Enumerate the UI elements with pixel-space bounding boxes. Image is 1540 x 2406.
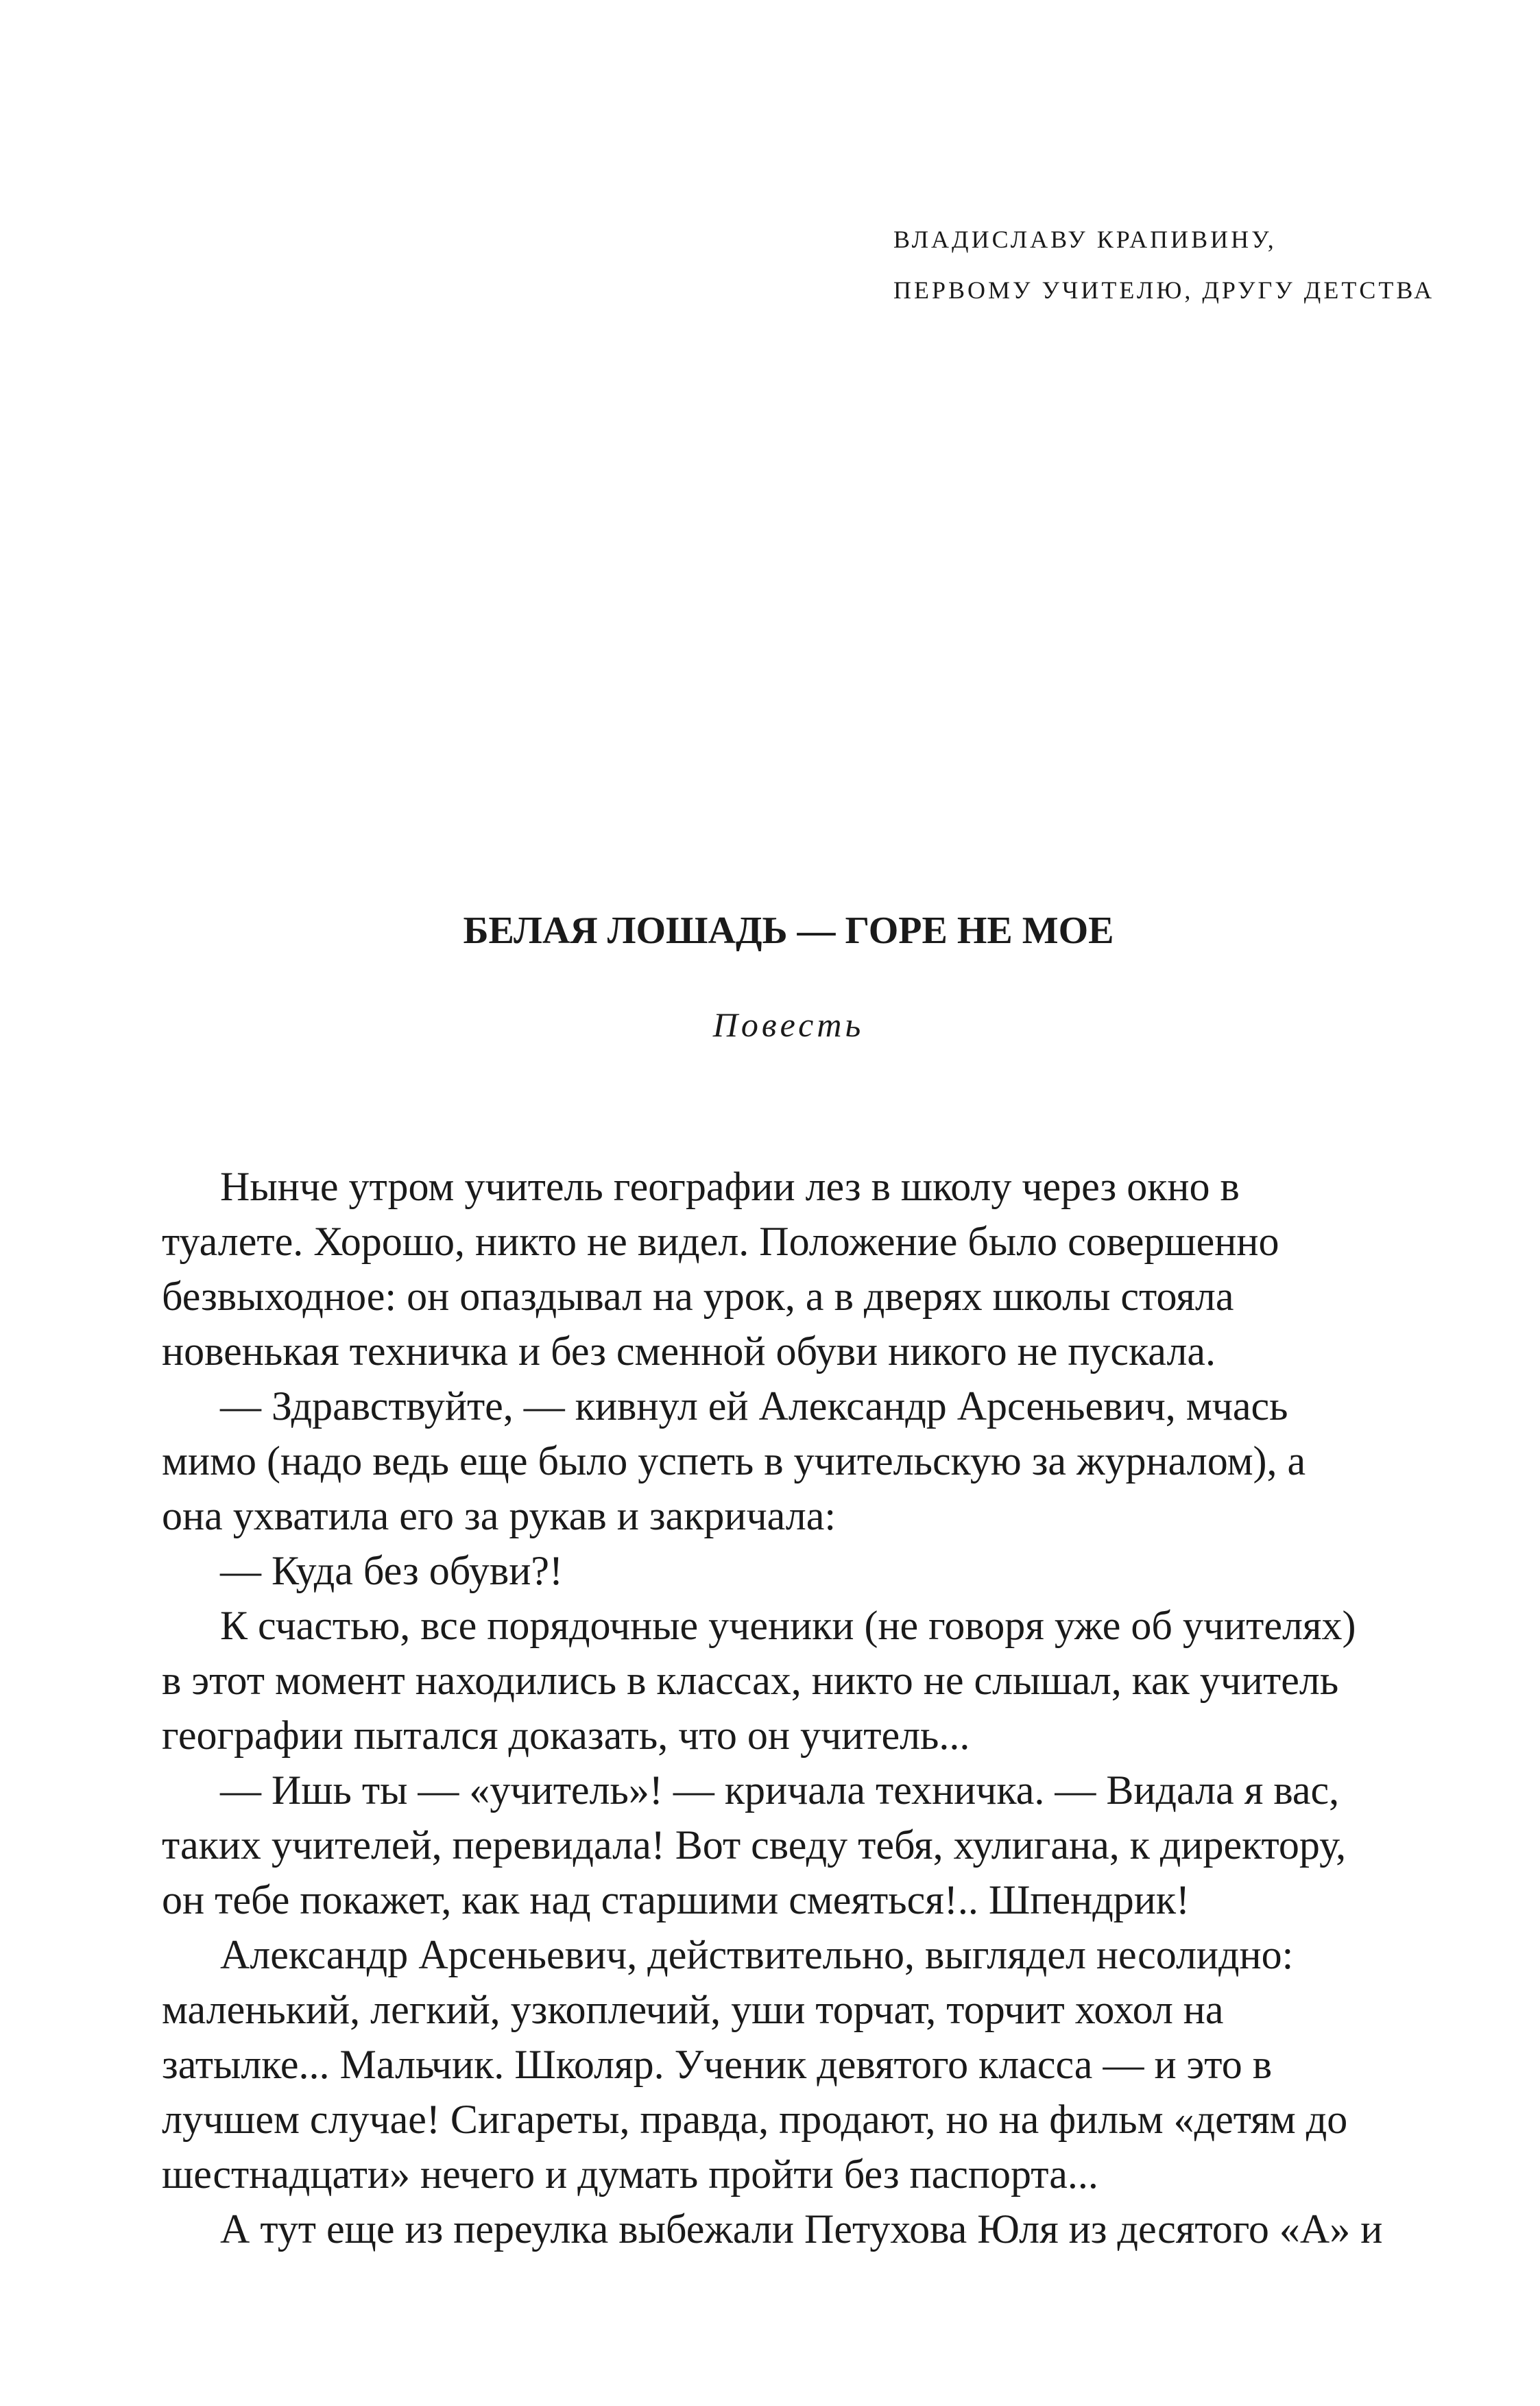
epigraph-line: ПЕРВОМУ УЧИТЕЛЮ, ДРУГУ ДЕТСТВА [893,276,1435,304]
text-line: географии пытался доказать, что он учитель... [162,1713,970,1758]
text-line: Нынче утром учитель географии лез в школу через окно в [220,1164,1240,1209]
text-line: таких учителей, перевидала! Вот сведу тебя, хулигана, к директору, [162,1822,1347,1868]
text-line: шестнадцати» нечего и думать пройти без паспорта... [162,2152,1098,2197]
text-line: К счастью, все порядочные ученики (не говоря уже об учителях) [220,1603,1356,1648]
story-subtitle: Повесть [712,1005,865,1044]
text-line: туалете. Хорошо, никто не видел. Положение было совершенно [162,1219,1279,1264]
epigraph [893,214,1434,315]
story-body [162,1159,1423,2256]
text-line: маленький, легкий, узкоплечий, уши торчат, торчит хохол на [162,1987,1224,2032]
text-line: — Здравствуйте, — кивнул ей Александр Арсеньевич, мчась [220,1383,1288,1429]
text-line: новенькая техничка и без сменной обуви никого не пускала. [162,1329,1216,1374]
text-line: затылке... Мальчик. Школяр. Ученик девятого класса — и это в [162,2042,1273,2087]
text-line: мимо (надо ведь еще было успеть в учительскую за журналом), а [162,1438,1306,1484]
text-line: — Куда без обуви?! [220,1548,563,1593]
epigraph-line: ВЛАДИСЛАВУ КРАПИВИНУ, [893,226,1277,253]
text-line: Александр Арсеньевич, действительно, выглядел несолидно: [220,1932,1294,1977]
text-line: в этот момент находились в классах, никто не слышал, как учитель [162,1658,1339,1703]
text-line: безвыходное: он опаздывал на урок, а в дверях школы стояла [162,1274,1234,1319]
text-line: лучшем случае! Сигареты, правда, продают, но на фильм «детям до [162,2097,1348,2142]
text-line: она ухватила его за рукав и закричала: [162,1493,837,1538]
text-line: — Ишь ты — «учитель»! — кричала техничка. — Видала я вас, [220,1767,1340,1813]
text-line: он тебе покажет, как над старшими смеяться!.. Шпендрик! [162,1877,1190,1922]
text-line: А тут еще из переулка выбежали Петухова Юля из десятого «А» и [220,2206,1383,2252]
story-title: БЕЛАЯ ЛОШАДЬ — ГОРЕ НЕ МОЕ [463,909,1114,952]
